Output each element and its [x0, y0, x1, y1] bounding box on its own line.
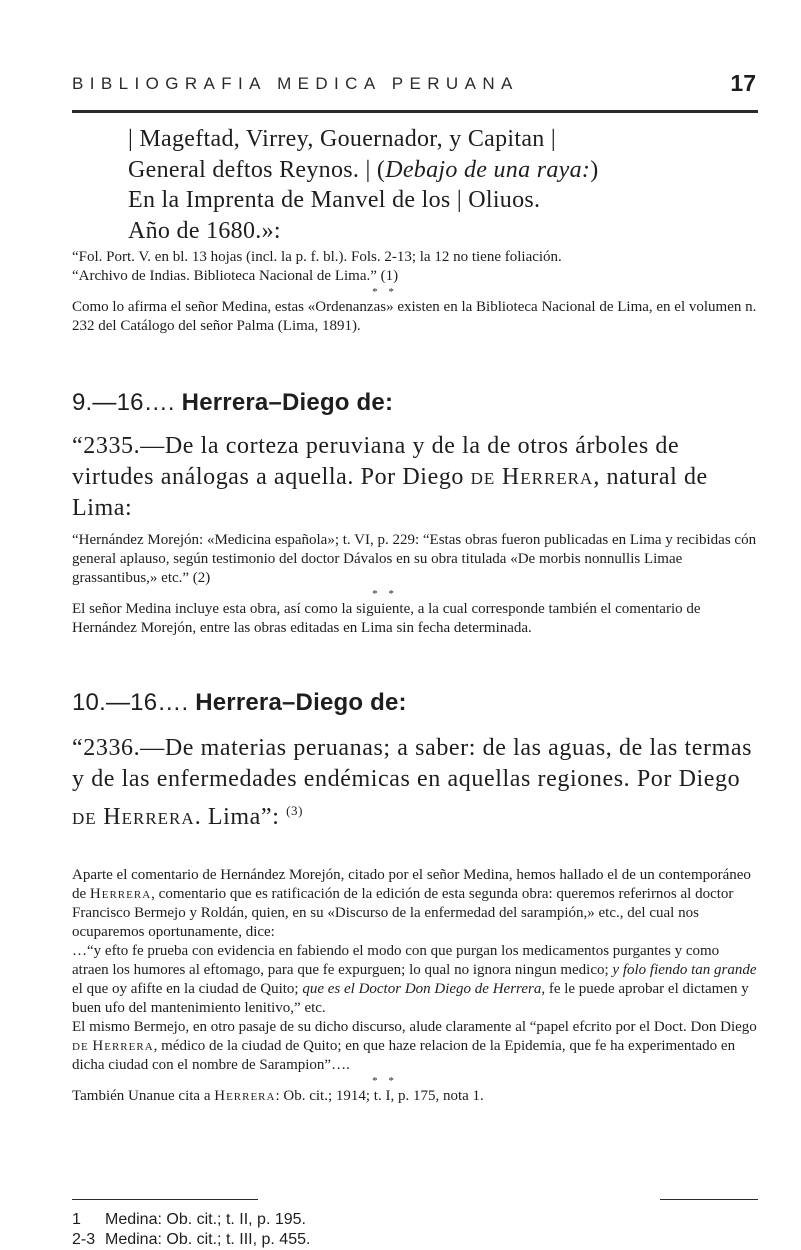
- footnotes: [72, 1210, 310, 1250]
- section-stars: * *: [372, 286, 398, 298]
- archive-note: “Archivo de Indias. Biblioteca Nacional de Lima.” (1): [72, 268, 399, 284]
- header-rule: [72, 110, 758, 113]
- entry-9-title: “2335.—De la corteza peruviana y de la de otros árboles de virtudes análogas a aquella. Por Diego de Herrera, natural de Lima:: [72, 433, 708, 521]
- section-stars: * *: [372, 588, 398, 600]
- title-line-4: Año de 1680.»:: [128, 217, 281, 244]
- entry-10-heading: 10.—16…. Herrera–Diego de:: [72, 689, 407, 716]
- ordenanzas-note: Como lo afirma el señor Medina, estas «Ordenanzas» existen en la Biblioteca Nacional de Lima, en el volumen n. 232 del Catálogo del señor Palma (Lima, 1891).: [72, 299, 757, 334]
- entry-10-body: [72, 866, 758, 1106]
- morejon-quote: “Hernández Morejón: «Medicina española»; t. VI, p. 229: “Estas obras fueron publicadas en Lima y recibidas cón general aplauso, según testimonio del doctor Dávalos en su obra titulada «De morbis nonnullis Limae grassantibus,» etc.” (2): [72, 532, 757, 586]
- footnote-1: 1 Medina: Ob. cit.; t. II, p. 195.: [72, 1211, 306, 1228]
- bermejo-quote: …“y efto fe prueba con evidencia en fabiendo el modo con que purgan los medicamentos purgantes y como atraen los humores al eftomago, para que fe expurguen; lo qual no ignora ningun medico; y folo fiendo tan grande el que oy afifte en la ciudad de Quito; que es el Doctor Don Diego de Herrera, fe le puede aprobar el dictamen y buen ufo del mantenimiento lenitivo,” etc.: [72, 943, 757, 1016]
- footnote-2-3: 2-3 Medina: Ob. cit.; t. III, p. 455.: [72, 1231, 311, 1248]
- entry-10-title: “2336.—De materias peruanas; a saber: de las aguas, de las termas y de las enfermedades endémicas en aquellas regiones. Por Diego de Herrera. Lima”: $^{(3)}$: [72, 735, 753, 830]
- footnote-rule-right: [660, 1199, 758, 1200]
- entry-9-notes: [72, 531, 758, 638]
- running-head: BIBLIOGRAFIA MEDICA PERUANA: [72, 74, 519, 93]
- medina-note: El señor Medina incluye esta obra, así como la siguiente, a la cual corresponde también el comentario de Hernández Morejón, entre las obras editadas en Lima sin fecha determinada.: [72, 601, 701, 636]
- entry-9-heading: 9.—16…. Herrera–Diego de:: [72, 389, 394, 416]
- title-line-2: General deftos Reynos. | (Debajo de una raya:): [128, 156, 599, 183]
- unanue-paragraph: También Unanue cita a Herrera: Ob. cit.; 1914; t. I, p. 175, nota 1.: [72, 1088, 484, 1104]
- title-block: [128, 124, 758, 246]
- title-line-3: En la Imprenta de Manvel de los | Oliuos.: [128, 187, 541, 213]
- title-line-1: | Mageftad, Virrey, Gouernador, y Capitan |: [128, 126, 556, 152]
- footnote-rule-left: [72, 1199, 258, 1200]
- contemporary-paragraph: Aparte el comentario de Hernández Morejón, citado por el señor Medina, hemos hallado el de un contemporáneo de Herrera, comentario que es ratificación de la edición de esta segunda obra: queremos referirnos al doctor Francisco Bermejo y Roldán, quien, en su «Discurso de la enfermedad del sarampión,» etc., del cual nos ocuparemos oportunamente, dice:: [72, 867, 751, 940]
- collation-note: “Fol. Port. V. en bl. 13 hojas (incl. la p. f. bl.). Fols. 2-13; la 12 no tiene foliación.: [72, 249, 562, 265]
- bermejo-paragraph: El mismo Bermejo, en otro pasaje de su dicho discurso, alude claramente al “papel efcrito por el Doct. Don Diego de Herrera, médico de la ciudad de Quito; en que haze relacion de la Epidemia, que fe ha experimentado en dicha ciudad con el nombre de Sarampion”….: [72, 1019, 757, 1073]
- section-stars: * *: [372, 1075, 398, 1087]
- intro-notes: [72, 248, 758, 336]
- page-number: 17: [730, 70, 756, 96]
- page-header: [72, 70, 758, 104]
